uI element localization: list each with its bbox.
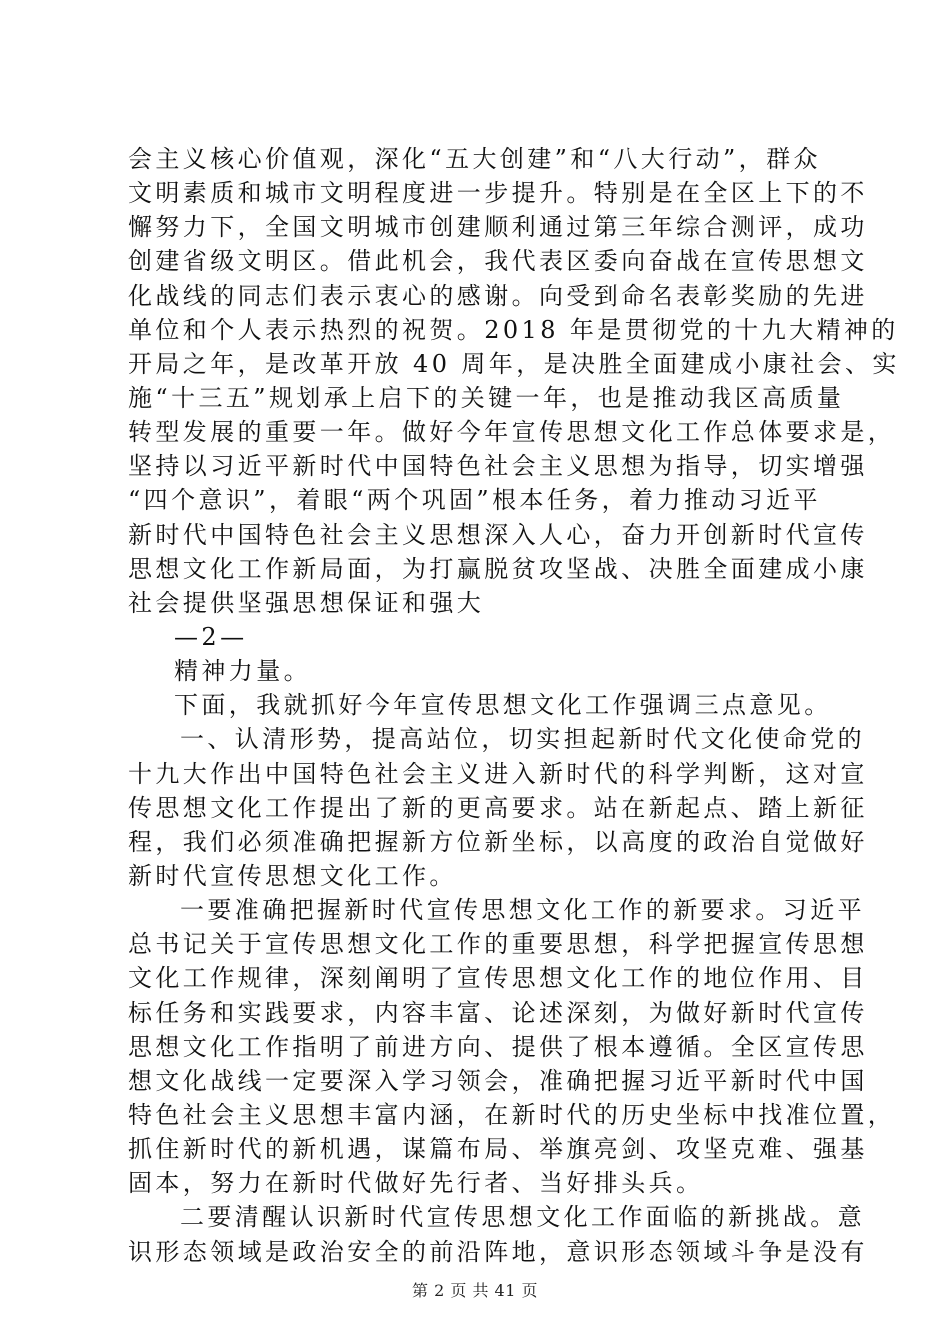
text-line: 标任务和实践要求，内容丰富、论述深刻，为做好新时代宣传 xyxy=(128,998,868,1027)
text-line: 创建省级文明区。借此机会，我代表区委向奋战在宣传思想文 xyxy=(128,247,868,276)
text-line: 文明素质和城市文明程度进一步提升。特别是在全区上下的不 xyxy=(128,179,868,208)
text-line: 抓住新时代的新机遇，谋篇布局、举旗亮剑、攻坚克难、强基 xyxy=(128,1135,868,1164)
text-line: 单位和个人表示热烈的祝贺。2018 年是贯彻党的十九大精神的 xyxy=(128,315,899,344)
text-line: 开局之年，是改革开放 40 周年，是决胜全面建成小康社会、实 xyxy=(128,349,900,378)
text-line: 二要清醒认识新时代宣传思想文化工作面临的新挑战。意 xyxy=(180,1203,865,1232)
text-line: 十九大作出中国特色社会主义进入新时代的科学判断，这对宣 xyxy=(128,759,868,788)
text-line: 坚持以习近平新时代中国特色社会主义思想为指导，切实增强 xyxy=(128,452,868,481)
inline-page-marker: —2— xyxy=(174,622,248,651)
text-line: 传思想文化工作提出了新的更高要求。站在新起点、踏上新征 xyxy=(128,793,868,822)
text-line: 新时代中国特色社会主义思想深入人心，奋力开创新时代宣传 xyxy=(128,520,868,549)
text-line: 想文化战线一定要深入学习领会，准确把握习近平新时代中国 xyxy=(128,1066,868,1095)
text-line: 识形态领域是政治安全的前沿阵地，意识形态领域斗争是没有 xyxy=(128,1237,868,1266)
text-line: 下面，我就抓好今年宣传思想文化工作强调三点意见。 xyxy=(174,691,832,720)
text-line: 特色社会主义思想丰富内涵，在新时代的历史坐标中找准位置， xyxy=(128,1100,896,1129)
text-line: 化战线的同志们表示衷心的感谢。向受到命名表彰奖励的先进 xyxy=(128,281,868,310)
text-line: 会主义核心价值观，深化“五大创建”和“八大行动”，群众 xyxy=(128,145,821,173)
text-line: 思想文化工作指明了前进方向、提供了根本遵循。全区宣传思 xyxy=(128,1032,868,1061)
text-line: 施“十三五”规划承上启下的关键一年，也是推动我区高质量 xyxy=(128,383,845,412)
text-line: “四个意识”，着眼“两个巩固”根本任务，着力推动习近平 xyxy=(128,486,821,515)
text-line: 文化工作规律，深刻阐明了宣传思想文化工作的地位作用、目 xyxy=(128,964,868,993)
text-line: 固本，努力在新时代做好先行者、当好排头兵。 xyxy=(128,1169,704,1198)
section-heading: 一、认清形势，提高站位，切实担起新时代文化使命党的 xyxy=(180,725,865,754)
text-line: 思想文化工作新局面，为打赢脱贫攻坚战、决胜全面建成小康 xyxy=(128,554,868,583)
text-line: 新时代宣传思想文化工作。 xyxy=(128,861,457,890)
document-body xyxy=(128,142,900,1269)
text-line: 总书记关于宣传思想文化工作的重要思想，科学把握宣传思想 xyxy=(128,930,868,959)
text-line: 社会提供坚强思想保证和强大 xyxy=(128,588,485,617)
text-line: 一要准确把握新时代宣传思想文化工作的新要求。习近平 xyxy=(180,896,865,925)
page-footer: 第 2 页 共 41 页 xyxy=(412,1281,538,1300)
text-line: 转型发展的重要一年。做好今年宣传思想文化工作总体要求是， xyxy=(128,418,896,447)
text-line: 懈努力下，全国文明城市创建顺利通过第三年综合测评，成功 xyxy=(128,213,868,242)
text-line: 精神力量。 xyxy=(174,657,311,686)
text-line: 程，我们必须准确把握新方位新坐标，以高度的政治自觉做好 xyxy=(128,827,868,856)
